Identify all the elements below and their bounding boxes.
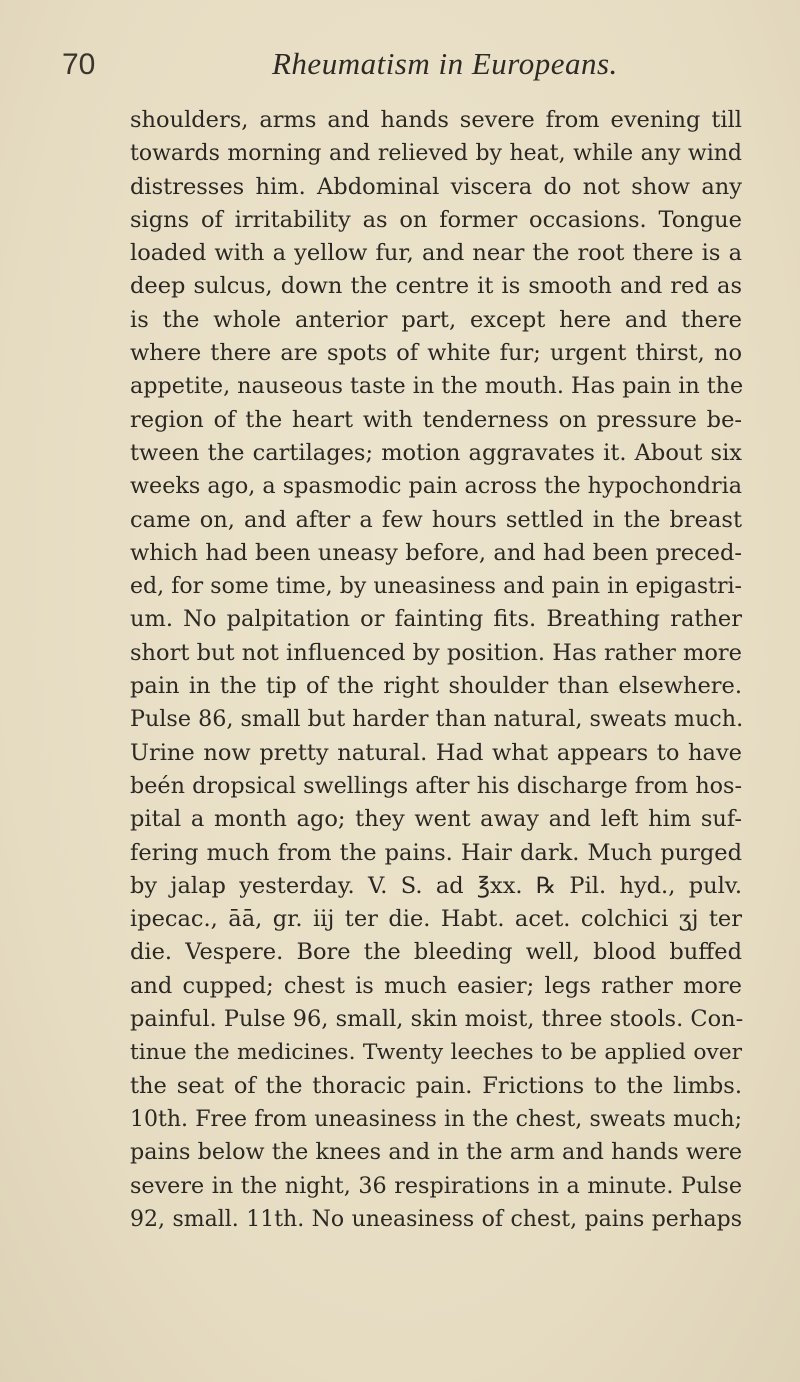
running-title: Rheumatism in Europeans. <box>272 46 618 81</box>
text-line: appetite, nauseous taste in the mouth. Has pain in the <box>130 373 744 400</box>
page-header <box>0 48 800 88</box>
text-line: beén dropsical swellings after his discharge from hos- <box>130 772 742 799</box>
text-line: tinue the medicines. Twenty leeches to be applied over <box>130 1040 742 1066</box>
text-line: 92, small. 11th. No uneasiness of chest, pains perhaps <box>130 1206 742 1232</box>
text-line: 10th. Free from uneasiness in the chest, sweats much; <box>130 1106 742 1132</box>
text-line: shoulders, arms and hands severe from evening till <box>130 107 742 133</box>
text-line: came on, and after a few hours settled in the breast <box>130 506 742 533</box>
text-line: die. Vespere. Bore the bleeding well, blood buffed <box>130 939 742 966</box>
text-line: is the whole anterior part, except here and there <box>130 306 742 333</box>
text-line: pital a month ago; they went away and left him suf- <box>130 806 742 833</box>
text-line: fering much from the pains. Hair dark. Much purged <box>130 839 742 866</box>
text-line: tween the cartilages; motion aggravates it. About six <box>130 439 742 466</box>
text-line: towards morning and relieved by heat, while any wind <box>130 141 742 167</box>
text-line: um. No palpitation or fainting fits. Breathing rather <box>130 606 742 633</box>
text-line: ipecac., āā, gr. iij ter die. Habt. acet. colchici ʒj ter <box>130 906 742 933</box>
text-line: short but not influenced by position. Has rather more <box>130 639 742 666</box>
text-line: which had been uneasy before, and had been preced- <box>130 539 742 566</box>
text-line: by jalap yesterday. V. S. ad ℥xx. ℞ Pil. hyd., pulv. <box>130 872 742 899</box>
text-line: weeks ago, a spasmodic pain across the hypochondria <box>130 473 742 500</box>
text-line: region of the heart with tenderness on pressure be- <box>130 406 742 433</box>
page-number: 70 <box>62 48 96 81</box>
text-line: Urine now pretty natural. Had what appears to have <box>130 739 742 766</box>
text-line: pains below the knees and in the arm and hands were <box>130 1139 742 1166</box>
text-line: pain in the tip of the right shoulder than elsewhere. <box>130 673 742 700</box>
text-line: deep sulcus, down the centre it is smooth and red as <box>130 273 742 300</box>
text-line: signs of irritability as on former occasions. Tongue <box>130 206 742 233</box>
text-line: severe in the night, 36 respirations in a minute. Pulse <box>130 1172 742 1199</box>
text-line: Pulse 86, small but harder than natural, sweats much. <box>130 706 744 733</box>
text-line: the seat of the thoracic pain. Frictions to the limbs. <box>130 1072 742 1099</box>
text-line: loaded with a yellow fur, and near the root there is a <box>130 240 742 267</box>
text-line: painful. Pulse 96, small, skin moist, three stools. Con- <box>130 1006 744 1033</box>
text-line: ed, for some time, by uneasiness and pain in epigastri- <box>130 574 742 600</box>
text-line: and cupped; chest is much easier; legs rather more <box>130 972 742 999</box>
text-line: where there are spots of white fur; urgent thirst, no <box>130 340 742 367</box>
text-line: distresses him. Abdominal viscera do not show any <box>130 173 742 200</box>
body-text <box>130 104 742 1236</box>
